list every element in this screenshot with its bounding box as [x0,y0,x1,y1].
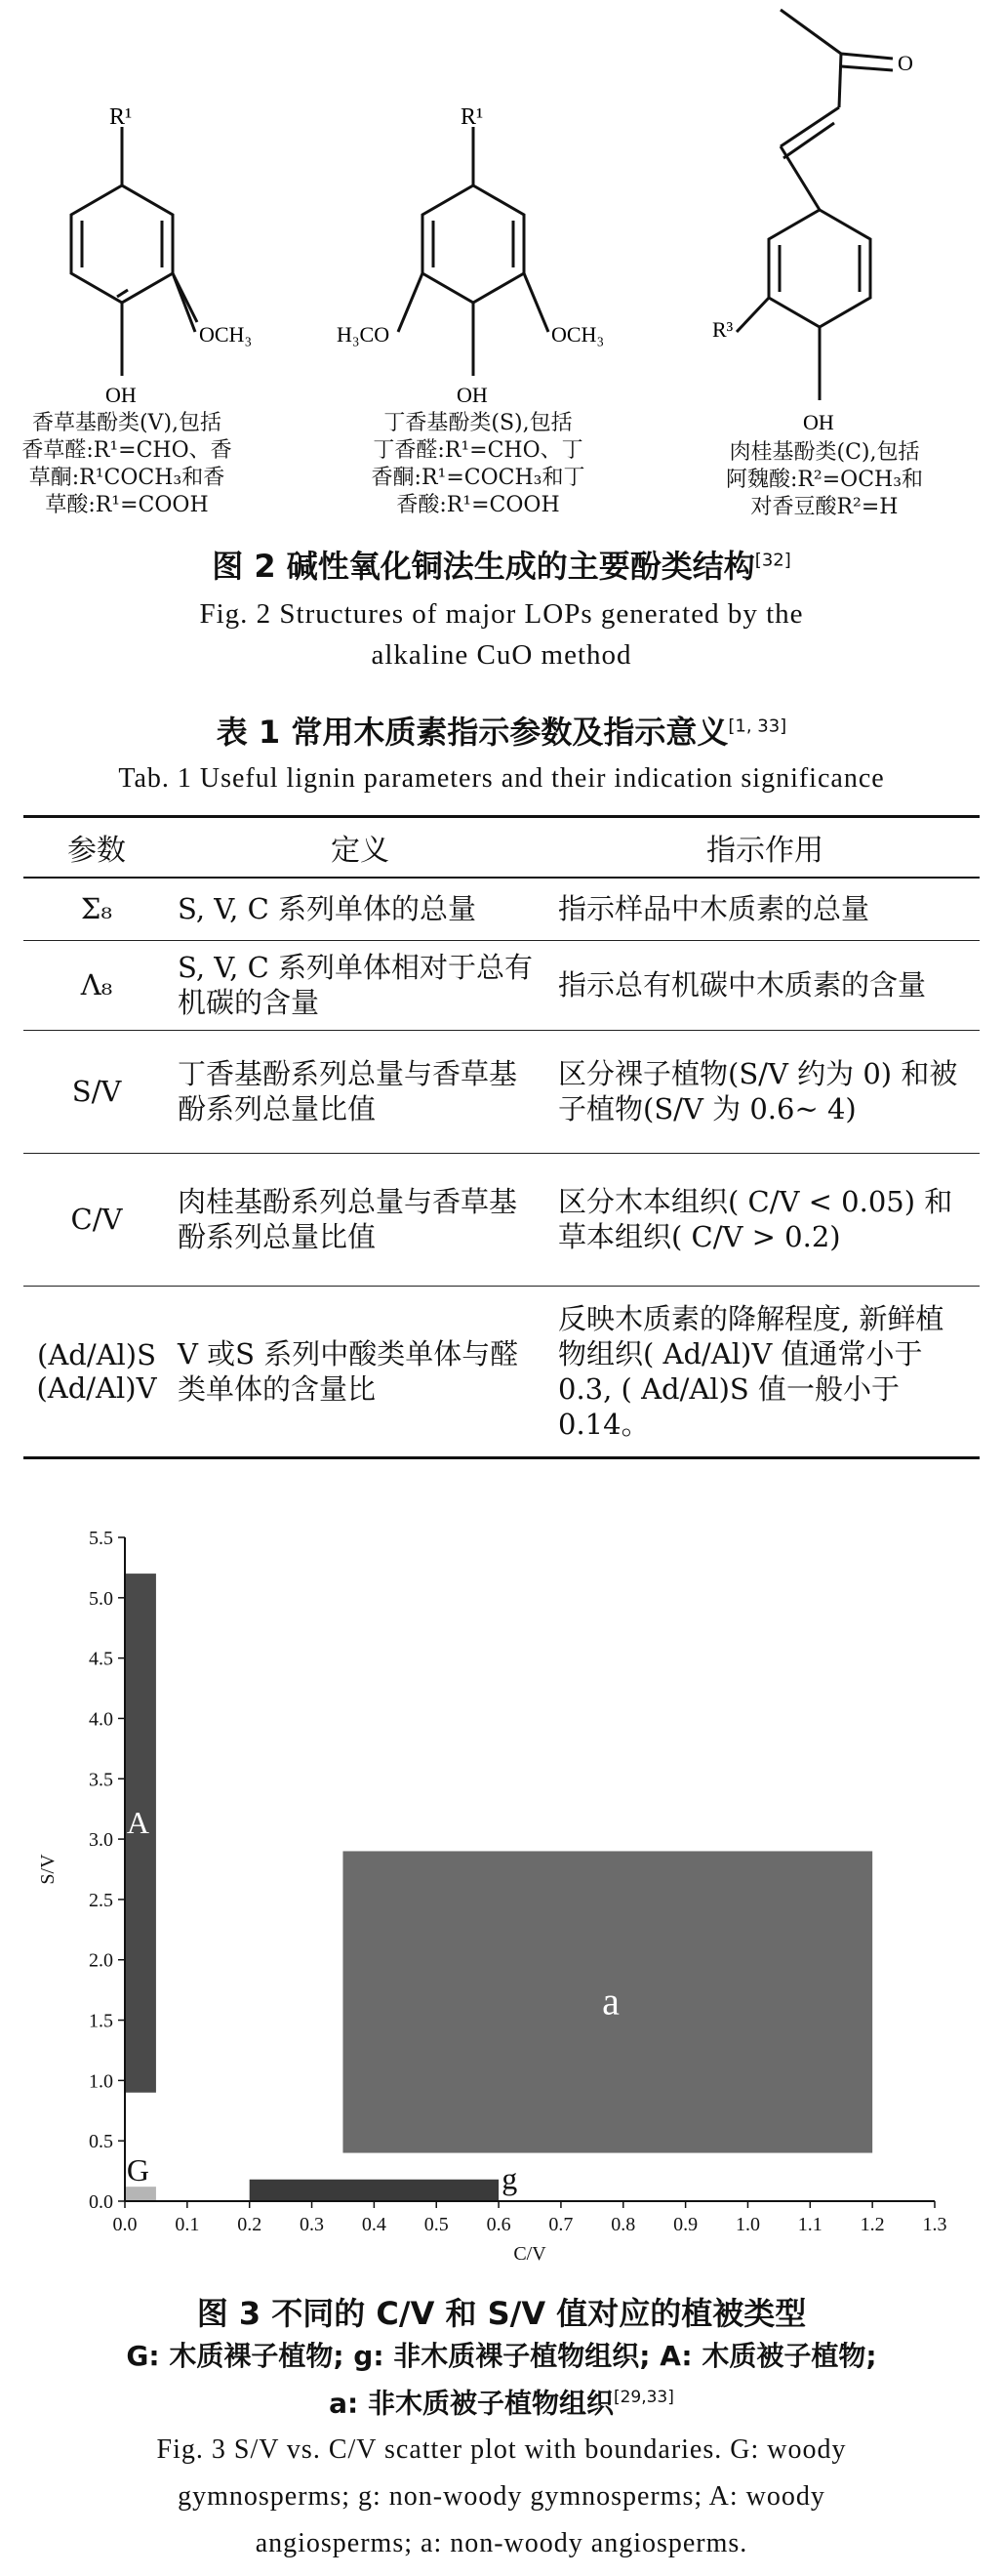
figure-3 [0,1513,1003,2294]
x-tick-label: 0.2 [237,2214,262,2235]
table-1-caption-en: Tab. 1 Useful lignin parameters and their indication significance [118,763,885,794]
x-tick-label: 0.9 [673,2214,699,2235]
cell-indication: 区分木本组织( C/V < 0.05) 和草本组织( C/V > 0.2) [550,1153,980,1286]
x-axis-label: C/V [513,2243,546,2265]
x-tick-label: 0.3 [300,2214,325,2235]
region-label-G: G [126,2151,150,2188]
c-o: O [898,51,913,75]
lignin-parameter-table [23,815,980,1459]
v-och3: OCH₃ [199,322,253,347]
y-tick-label: 1.0 [89,2070,113,2093]
cell-indication: 指示样品中木质素的总量 [550,878,980,940]
label-vanillyl: 香草基酚类(V),包括 香草醛:R¹=CHO、香 草酮:R¹COCH₃和香 草酸:R¹=COOH [21,411,232,517]
cell-definition: V 或S 系列中酸类单体与醛类单体的含量比 [170,1286,550,1457]
label-syringyl: 丁香基酚类(S),包括 丁香醛:R¹=CHO、丁 香酮:R¹=COCH₃和丁 香酸:R¹=COOH [371,411,585,517]
y-tick-label: 0.0 [89,2191,113,2213]
cell-definition: S, V, C 系列单体相对于总有机碳的含量 [170,940,550,1030]
table-row [23,1286,980,1457]
cell-param: S/V [23,1030,170,1153]
table-row [23,878,980,940]
y-tick-label: 4.0 [89,1708,113,1731]
region-label-g: g [502,2160,518,2196]
region-label-A: A [126,1804,150,1840]
cell-param: Σ₈ [23,878,170,940]
c-r3: R³ [712,317,734,342]
chemical-structures [0,0,1003,434]
cell-indication: 反映木质素的降解程度, 新鲜植物组织( Ad/Al)V 值通常小于 0.3, ( Ad/Al)S 值一般小于0.14。 [550,1286,980,1457]
cell-indication: 区分裸子植物(S/V 约为 0) 和被子植物(S/V 为 0.6~ 4) [550,1030,980,1153]
y-tick-label: 0.5 [89,2131,113,2153]
table-1 [23,815,980,1459]
cell-definition: 丁香基酚系列总量与香草基酚系列总量比值 [170,1030,550,1153]
x-tick-label: 0.0 [112,2214,138,2235]
label-cinnamyl: 肉桂基酚类(C),包括 阿魏酸:R²=OCH₃和 对香豆酸R²=H [725,440,924,519]
x-tick-label: 1.0 [735,2214,760,2235]
x-tick-label: 0.5 [423,2214,449,2235]
x-tick-label: 0.6 [486,2214,511,2235]
cell-param: Λ₈ [23,940,170,1030]
table-row [23,1153,980,1286]
table-row [23,1030,980,1153]
table-row [23,940,980,1030]
y-tick-label: 3.0 [89,1829,113,1852]
figure-3-legend: G: 木质裸子植物; g: 非木质裸子植物组织; A: 木质被子植物; a: 非木质被子植物组织[29,33] [126,2340,877,2420]
x-tick-label: 0.1 [175,2214,200,2235]
cell-param: C/V [23,1153,170,1286]
x-tick-label: 1.3 [922,2214,947,2235]
table-header-row [23,817,980,879]
x-tick-label: 1.2 [860,2214,885,2235]
figure-2-caption-zh: 图 2 碱性氧化铜法生成的主要酚类结构[32] [212,548,791,585]
x-tick-label: 0.4 [361,2214,386,2235]
figure-3-caption-en: Fig. 3 S/V vs. C/V scatter plot with boundaries. G: woody gymnosperms; g: non-woody gymnosperms; A: woody angiosperms; a: non-woody angiosperms. [156,2434,847,2558]
y-tick-label: 1.5 [89,2010,113,2032]
cell-param: (Ad/Al)S (Ad/Al)V [23,1286,170,1457]
s-h3co: H₃CO [337,322,390,347]
table-1-caption-zh: 表 1 常用木质素指示参数及指示意义[1, 33] [216,714,787,751]
x-tick-label: 0.7 [548,2214,574,2235]
y-tick-label: 2.0 [89,1949,113,1972]
v-r1: R¹ [109,104,133,130]
figure-3-caption-zh: 图 3 不同的 C/V 和 S/V 值对应的植被类型 [196,2295,807,2332]
c-oh: OH [803,410,834,434]
header-definition: 定义 [170,817,550,879]
region-G [125,2187,156,2201]
y-tick-label: 3.5 [89,1769,113,1791]
s-r1: R¹ [461,104,484,130]
x-tick-label: 1.1 [797,2214,822,2235]
cell-definition: S, V, C 系列单体的总量 [170,878,550,940]
figure-2-caption-en: Fig. 2 Structures of major LOPs generated by the alkaline CuO method [199,598,804,671]
header-param: 参数 [23,817,170,879]
s-oh: OH [457,383,488,407]
region-g [250,2180,499,2201]
y-tick-label: 2.5 [89,1889,113,1911]
header-indication: 指示作用 [550,817,980,879]
y-tick-label: 4.5 [89,1648,113,1670]
v-oh: OH [105,383,137,407]
figure-2 [0,0,1003,547]
structure-syringyl [398,127,548,376]
cell-definition: 肉桂基酚系列总量与香草基酚系列总量比值 [170,1153,550,1286]
structure-cinnamyl [737,10,893,400]
cell-indication: 指示总有机碳中木质素的含量 [550,940,980,1030]
y-axis-label: S/V [37,1854,59,1885]
x-tick-label: 0.8 [611,2214,636,2235]
y-tick-label: 5.5 [89,1528,113,1549]
region-label-a: a [602,1979,620,2024]
structure-vanillyl [71,127,197,376]
y-tick-label: 5.0 [89,1587,113,1610]
s-och3: OCH₃ [551,322,605,347]
cv-sv-chart [0,1513,1003,2274]
